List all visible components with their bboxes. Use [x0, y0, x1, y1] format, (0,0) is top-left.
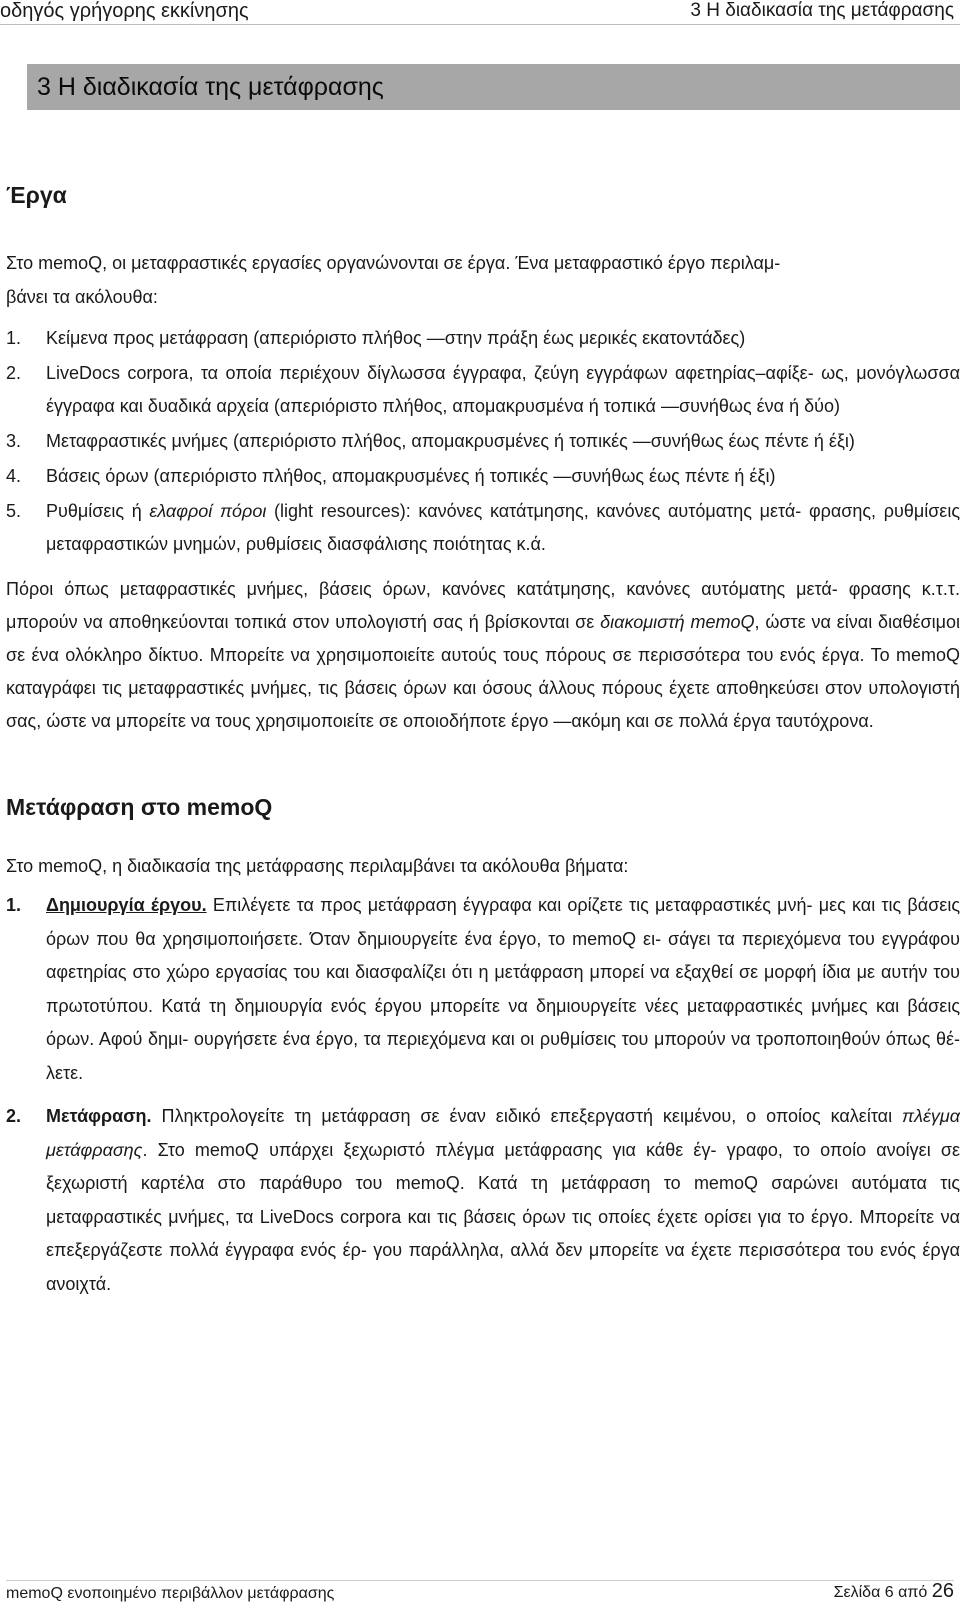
page-total: 26	[931, 1580, 954, 1602]
list-number: 3.	[6, 431, 22, 451]
list-item-italic-term: ελαφροί πόροι	[149, 501, 267, 521]
step-text: Πληκτρολογείτε τη μετάφραση σε έναν ειδικό επεξεργαστή κειμένου, ο οποίος καλείται	[151, 1106, 903, 1126]
paragraph-text: Πόροι όπως μεταφραστικές μνήμες, βάσεις όρων, κανόνες κατάτμησης, κανόνες αυτόματης μετά- φρασης κ.τ.τ. μπορούν να αποθηκεύονται τοπικά στον υπολογιστή σας ή βρίσκονται σε	[6, 579, 960, 632]
list-item-text: (light resources): κανόνες κατάτμησης, κανόνες αυτόματης μετά- φρασης, ρυθμίσεις μεταφραστικών μνημών, ρυθμίσεις διασφάλισης ποιότητας κ.ά.	[46, 501, 960, 554]
list-item	[6, 460, 960, 493]
step-item	[6, 889, 960, 1090]
list-item-text: Μεταφραστικές μνήμες (απεριόριστο πλήθος, απομακρυσμένες ή τοπικές —συνήθως έως πέντε ή έξι)	[46, 431, 855, 451]
step-italic-term: πλέγμα μετάφρασης	[46, 1106, 960, 1160]
list-item	[6, 425, 960, 458]
paragraph-italic-term: διακομιστή memoQ	[600, 612, 755, 632]
paragraph-text: , ώστε να είναι διαθέσιμοι σε ένα ολόκληρο δίκτυο. Μπορείτε να χρησιμοποιείτε αυτούς τους πόρους σε περισσότερα του ενός έργα. Το memoQ καταγράφει τις μεταφραστικές μνήμες, τις βάσεις όρων και όσους άλλους πόρους έχετε αποθηκεύσει στον υπολογιστή σας, ώστε να μπορείτε να τους χρησιμοποιείτε σε οποιοδήποτε έργο —ακόμη και σε πολλά έργα ταυτόχρονα.	[6, 612, 960, 731]
chapter-heading-bar	[27, 64, 960, 110]
list-number: 5.	[6, 501, 22, 521]
page-label: Σελίδα 6 από	[833, 1584, 932, 1601]
list-item-text: Ρυθμίσεις ή	[46, 501, 150, 521]
resources-paragraph	[6, 573, 960, 738]
translation-steps-list	[6, 889, 960, 1301]
list-item-text: Κείμενα προς μετάφραση (απεριόριστο πλήθος —στην πράξη έως μερικές εκατοντάδες)	[46, 328, 746, 348]
page-header	[0, 0, 960, 25]
step-label: Μετάφραση.	[46, 1106, 152, 1126]
list-number: 2.	[6, 363, 22, 383]
list-item	[6, 495, 960, 561]
header-guide-title: οδηγός γρήγορης εκκίνησης	[0, 0, 249, 22]
page-footer	[6, 1580, 954, 1603]
step-label: Δημιουργία έργου.	[46, 895, 207, 915]
list-item-text: Βάσεις όρων (απεριόριστο πλήθος, απομακρυσμένες ή τοπικές —συνήθως έως πέντε ή έξι)	[46, 466, 776, 486]
step-text: Επιλέγετε τα προς μετάφραση έγγραφα και ορίζετε τις μεταφραστικές μνή- μες και τις βάσεις όρων που θα χρησιμοποιήσετε. Όταν δημιουργείτε ένα έργο, το memoQ ει- σάγει τα περιεχόμενα του εγγράφου αφετηρίας στο χώρο εργασίας του και διασφαλίζει ότι η μετάφραση μπορεί να εξαχθεί σε μορφή ίδια με αυτήν του πρωτοτύπου. Κατά τη δημιουργία ενός έργου μπορείτε να δημιουργείτε νέες μεταφραστικές μνήμες και βάσεις όρων. Αφού δημι- ουργήσετε ένα έργο, τα περιεχόμενα και οι ρυθμίσεις του μπορούν να τροποποιηθούν όπως θέ- λετε.	[46, 895, 960, 1083]
list-number: 1.	[6, 328, 22, 348]
step-item	[6, 1100, 960, 1301]
project-contents-list	[6, 322, 960, 561]
step-number: 1.	[6, 895, 22, 915]
list-item-text: LiveDocs corpora, τα οποία περιέχουν δίγλωσσα έγγραφα, ζεύγη εγγράφων αφετηρίας–αφίξε- ως, μονόγλωσσα έγγραφα και δυαδικά αρχεία (απεριόριστο πλήθος, απομακρυσμένα ή τοπικά —συνήθως ένα ή δύο)	[46, 363, 960, 416]
list-item	[6, 322, 960, 355]
chapter-title: 3 Η διαδικασία της μετάφρασης	[37, 73, 384, 101]
footer-product-title: memoQ ενοποιημένο περιβάλλον μετάφρασης	[6, 1585, 335, 1602]
document-body	[6, 180, 960, 1301]
section-title-translation: Μετάφραση στο memoQ	[6, 794, 273, 820]
list-item	[6, 357, 960, 423]
intro-paragraph	[6, 246, 960, 314]
steps-intro: Στο memoQ, η διαδικασία της μετάφρασης περιλαμβάνει τα ακόλουθα βήματα:	[6, 856, 629, 876]
section-title-projects: Έργα	[6, 182, 67, 208]
list-number: 4.	[6, 466, 22, 486]
intro-line-1: Στο memoQ, οι μεταφραστικές εργασίες οργανώνονται σε έργα. Ένα μεταφραστικό έργο περιλαμ-	[6, 253, 781, 273]
step-number: 2.	[6, 1106, 22, 1126]
intro-line-2: βάνει τα ακόλουθα:	[6, 287, 158, 307]
step-text: . Στο memoQ υπάρχει ξεχωριστό πλέγμα μετάφρασης για κάθε έγ- γραφο, το οποίο ανοίγει σε ξεχωριστή καρτέλα στο παράθυρο του memoQ. Κατά τη μετάφραση το memoQ σαρώνει αυτόματα τις μεταφραστικές μνήμες, τα LiveDocs corpora και τις βάσεις όρων τις οποίες έχετε ορίσει για το έργο. Μπορείτε να επεξεργάζεστε πολλά έγγραφα ενός έρ- γου παράλληλα, αλλά δεν μπορείτε να έχετε περισσότερα του ενός έργα ανοιχτά.	[46, 1139, 960, 1294]
header-chapter-title: 3 Η διαδικασία της μετάφρασης	[690, 0, 954, 21]
footer-page-number	[834, 1580, 954, 1603]
